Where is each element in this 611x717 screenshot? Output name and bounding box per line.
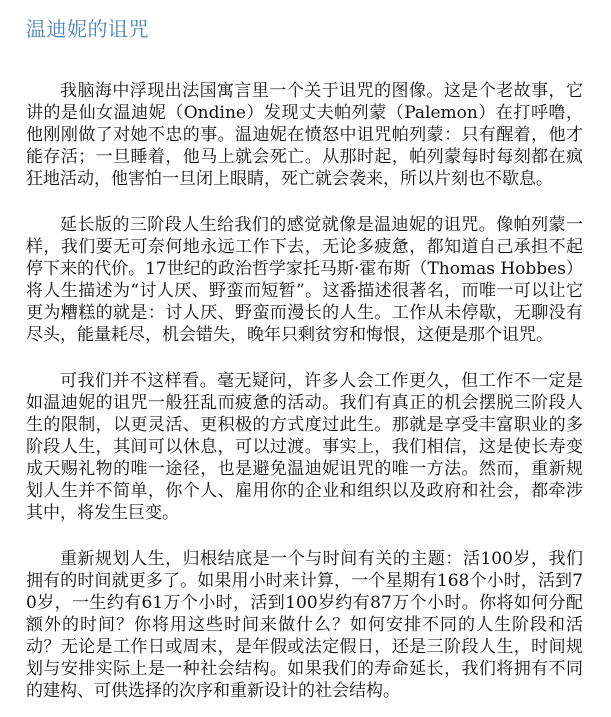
paragraph-multi-stage-life: 可我们并不这样看。毫无疑问，许多人会工作更久，但工作不一定是如温迪妮的诅咒一般狂乱而疲惫的活动。我们有真正的机会摆脱三阶段人生的限制，以更灵活、更积极的方式度过此生。那就是享受丰富职业的多阶段人生，其间可以休息，可以过渡。事实上，我们相信，这是使长寿变成天赐礼物的唯一途径，也是避免温迪妮诅咒的唯一方法。然而，重新规划人生并不简单，你个人、雇用你的企业和组织以及政府和社会，都牵涉其中，将发生巨变。	[26, 371, 583, 523]
paragraph-three-stage-life: 延长版的三阶段人生给我们的感觉就像是温迪妮的诅咒。像帕列蒙一样，我们要无可奈何地永远工作下去，无论多疲惫，都知道自己承担不起停下来的代价。17世纪的政治哲学家托马斯·霍布斯（Thomas Hobbes）将人生描述为“讨人厌、野蛮而短暂”。这番描述很著名，而唯一可以让它更为糟糕的就是：讨人厌、野蛮而漫长的人生。工作从未停歇，无聊没有尽头，能量耗尽，机会错失，晚年只剩贫穷和悔恨，这便是那个诅咒。	[26, 215, 583, 345]
article-title: 温迪妮的诅咒	[26, 17, 149, 41]
paragraph-curse-story: 我脑海中浮现出法国寓言里一个关于诅咒的图像。这是个老故事，它讲的是仙女温迪妮（Ondine）发现丈夫帕列蒙（Palemon）在打呼噜，他刚刚做了对她不忠的事。温迪妮在愤怒中诅咒帕列蒙：只有醒着，他才能存活；一旦睡着，他马上就会死亡。从那时起，帕列蒙每时每刻都在疯狂地活动，他害怕一旦闭上眼睛，死亡就会袭来，所以片刻也不歇息。	[26, 81, 583, 189]
paragraph-time-structure: 重新规划人生，归根结底是一个与时间有关的主题：活100岁，我们拥有的时间就更多了。如果用小时来计算，一个星期有168个小时，活到70岁，一生约有61万个小时，活到100岁约有87万个小时。你将如何分配额外的时间？你将用这些时间来做什么？如何安排不同的人生阶段和活动？无论是工作日或周末，是年假或法定假日，还是三阶段人生，时间规划与安排实际上是一种社会结构。如果我们的寿命延长，我们将拥有不同的建构、可供选择的次序和重新设计的社会结构。	[26, 549, 583, 701]
